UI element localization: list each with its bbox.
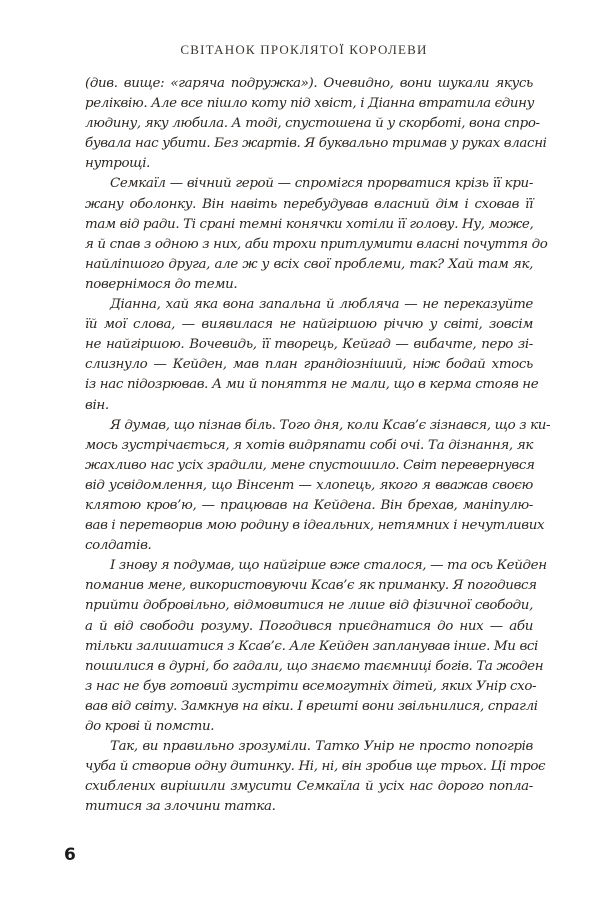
running-head: СВІТАНОК ПРОКЛЯТОЇ КОРОЛЕВИ bbox=[180, 42, 428, 57]
text-line: вав і перетворив мою родину в ідеальних, нетямних і нечутливих bbox=[85, 518, 545, 534]
text-line: бувала нас убити. Без жартів. Я буквально тримав у руках власні bbox=[85, 136, 547, 152]
text-line: пошилися в дурні, бо гадали, що знаємо таємниці богів. Та жоден bbox=[85, 658, 544, 674]
text-line: а й від свободи розуму. Погодився приєднатися до них — аби bbox=[85, 618, 533, 634]
text-line: Діанна, хай яка вона запальна й любляча — не переказуйте bbox=[110, 297, 533, 313]
text-line: до крові й помсти. bbox=[85, 719, 215, 734]
text-line: із нас підозрював. А ми й поняття не мали, що в керма стояв не bbox=[85, 377, 539, 393]
text-line: титися за злочини татка. bbox=[85, 799, 276, 815]
text-line: тільки залишатися з Ксав’є. Але Кейден запланував інше. Ми всі bbox=[85, 638, 538, 654]
text-line: я й спав з одною з них, аби трохи притлумити власні почуття до bbox=[85, 236, 548, 252]
text-line: жану оболонку. Він навіть перебудував власний дім і сховав її bbox=[85, 196, 533, 212]
text-line: повернімося до теми. bbox=[85, 276, 238, 292]
text-line: їй мої слова, — виявилася не найгіршою річчю у світі, зовсім bbox=[85, 317, 533, 333]
text-line: вав від світу. Замкнув на віки. І врешті вони звільнилися, спраглі bbox=[85, 698, 538, 714]
text-line: Я думав, що пізнав біль. Того дня, коли Ксав’є зізнався, що з ки- bbox=[110, 417, 551, 433]
paragraph bbox=[85, 737, 546, 817]
text-line: там від ради. Ті срані темні конячки хотіли її голову. Ну, може, bbox=[85, 216, 534, 232]
text-line: (див. вище: «гаряча подружка»). Очевидно, вони шукали якусь bbox=[85, 76, 533, 91]
text-line: реліквію. Але все пішло коту під хвіст, і Діанна втратила єдину bbox=[85, 96, 535, 112]
body-text bbox=[85, 74, 551, 817]
text-line: з нас не був готовий зустріти всемогутніх дітей, яких Унір схо- bbox=[85, 678, 537, 694]
text-line: Так, ви правильно зрозуміли. Татко Унір не просто попогрів bbox=[110, 739, 533, 755]
text-line: поманив мене, використовуючи Ксав’є як приманку. Я погодився bbox=[85, 578, 537, 594]
text-line: людину, яку любила. А тоді, спустошена й у скорботі, вона спро- bbox=[85, 116, 540, 132]
paragraph bbox=[85, 416, 551, 557]
text-line: жахливо нас усіх зрадили, мене спустошило. Світ перевернувся bbox=[85, 457, 535, 473]
paragraph bbox=[85, 174, 548, 295]
text-line: схиблених вирішили змусити Семкаїла й усіх нас дорого попла- bbox=[85, 779, 533, 795]
page-number: 6 bbox=[64, 845, 76, 865]
text-line: найліпшого друга, але ж у всіх свої проблеми, так? Хай там як, bbox=[85, 256, 533, 272]
text-line: слизнуло — Кейден, мав план грандіозніший, ніж бодай хтось bbox=[85, 357, 533, 373]
text-line: Семкаїл — вічний герой — спромігся прорватися крізь її кри- bbox=[110, 176, 533, 192]
paragraph bbox=[85, 74, 547, 174]
paragraph bbox=[85, 556, 547, 737]
text-line: клятою кров’ю, — працював на Кейдена. Він брехав, маніпулю- bbox=[85, 497, 533, 513]
paragraph bbox=[85, 295, 539, 416]
text-line: солдатів. bbox=[85, 538, 152, 554]
text-line: не найгіршою. Вочевидь, її творець, Кейгад — вибачте, перо зі- bbox=[85, 337, 533, 353]
text-line: прийти добровільно, відмовитися не лише від фізичної свободи, bbox=[85, 598, 533, 614]
text-line: він. bbox=[85, 397, 109, 413]
text-line: від усвідомлення, що Вінсент — хлопець, якого я вважав своєю bbox=[85, 477, 533, 493]
text-line: нутрощі. bbox=[85, 156, 151, 172]
text-line: І знову я подумав, що найгірше вже сталося, — та ось Кейден bbox=[110, 558, 547, 574]
text-line: мось зустрічається, я хотів видряпати собі очі. Та дізнання, як bbox=[85, 437, 533, 453]
text-line: чуба й створив одну дитинку. Ні, ні, він зробив ще трьох. Ці троє bbox=[85, 759, 546, 775]
